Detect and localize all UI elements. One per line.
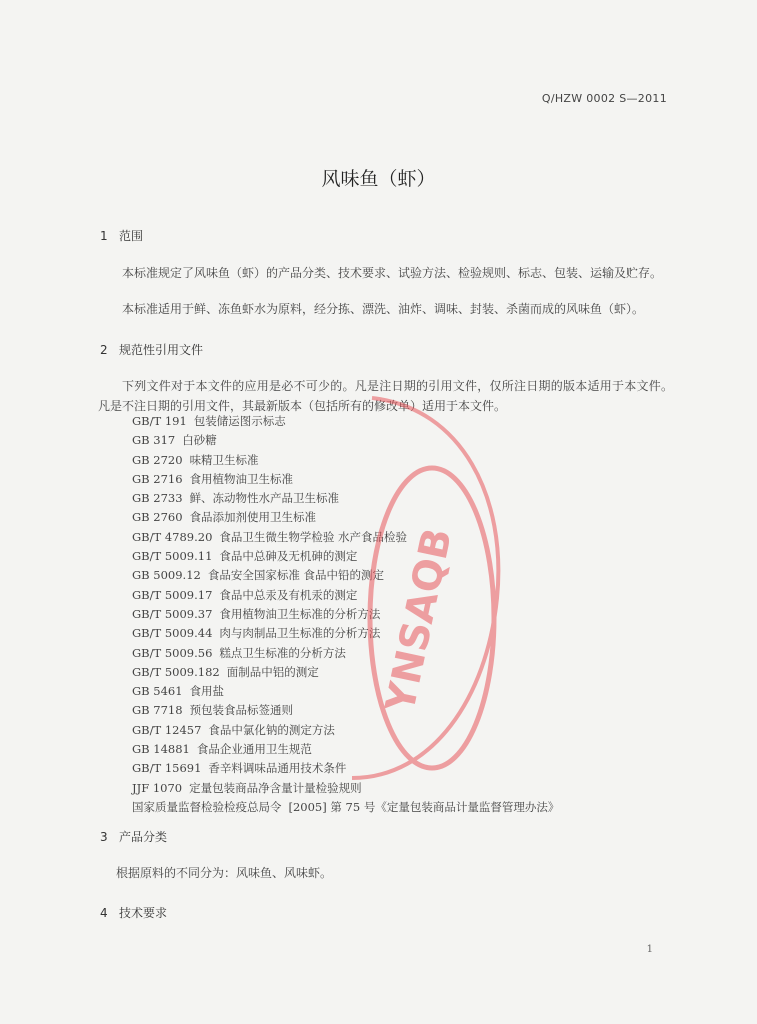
reference-code: GB 2716	[132, 471, 183, 486]
reference-item	[132, 644, 672, 663]
reference-code: GB 5461	[132, 684, 183, 699]
reference-code: JJF 1070	[132, 780, 183, 795]
reference-title: 食品添加剂使用卫生标准	[189, 510, 317, 525]
reference-title: 香辛料调味品通用技术条件	[208, 761, 347, 776]
reference-code: GB 2720	[132, 452, 183, 467]
reference-item	[132, 701, 672, 720]
reference-code: GB/T 5009.56	[132, 645, 213, 660]
reference-item	[132, 470, 672, 489]
reference-item	[132, 740, 672, 759]
reference-code: 国家质量监督检验检疫总局令	[132, 799, 282, 814]
reference-item	[132, 489, 672, 508]
normative-intro: 下列文件对于本文件的应用是必不可少的。凡是注日期的引用文件，仅所注日期的版本适用于本文件。凡是不注日期的引用文件，其最新版本（包括所有的修改单）适用于本文件。	[98, 379, 673, 413]
reference-code: GB/T 5009.11	[132, 549, 213, 564]
reference-title: [2005] 第 75 号《定量包装商品计量监督管理办法》	[288, 799, 560, 814]
reference-code: GB/T 4789.20	[132, 529, 213, 544]
reference-item	[132, 566, 672, 585]
reference-item	[132, 624, 672, 643]
classification-text: 根据原料的不同分为：风味鱼、风味虾。	[116, 866, 333, 880]
page-number: 1	[646, 944, 653, 955]
section-title: 规范性引用文件	[119, 343, 204, 357]
reference-title: 食品中氯化钠的测定方法	[208, 722, 335, 737]
section-1-heading	[100, 227, 143, 244]
reference-code: GB 7718	[132, 703, 183, 718]
reference-item	[132, 721, 672, 740]
document-title: 风味鱼（虾）	[321, 168, 436, 190]
reference-list	[132, 412, 672, 817]
reference-title: 白砂糖	[182, 433, 217, 448]
reference-title: 食品安全国家标准 食品中铅的测定	[207, 568, 385, 583]
reference-code: GB 2760	[132, 510, 183, 525]
reference-title: 食用盐	[189, 684, 225, 699]
reference-title: 鲜、冻动物性水产品卫生标准	[189, 491, 340, 506]
section-title: 产品分类	[119, 830, 168, 844]
reference-title: 食用植物油卫生标准	[189, 471, 294, 486]
reference-title: 预包装食品标签通则	[189, 703, 294, 718]
reference-item	[132, 547, 672, 566]
scope-paragraph-2: 本标准适用于鲜、冻鱼虾水为原料，经分拣、漂洗、油炸、调味、封装、杀菌而成的风味鱼（虾）。	[122, 302, 645, 316]
reference-item	[132, 508, 672, 527]
section-title: 技术要求	[119, 906, 168, 920]
reference-code: GB/T 12457	[132, 722, 202, 737]
reference-title: 食品中总汞及有机汞的测定	[219, 587, 358, 602]
reference-item	[132, 759, 672, 778]
reference-code: GB 5009.12	[132, 568, 201, 583]
reference-code: GB/T 15691	[132, 761, 202, 776]
reference-item	[132, 682, 672, 701]
reference-title: 面制品中铝的测定	[226, 664, 319, 679]
reference-code: GB/T 191	[132, 414, 187, 428]
reference-title: 包装储运图示标志	[193, 414, 286, 428]
reference-code: GB/T 5009.17	[132, 587, 213, 602]
seal-text: YNSAQB	[377, 524, 462, 717]
reference-code: GB 317	[132, 433, 176, 448]
reference-code: GB 14881	[132, 742, 190, 757]
reference-item	[132, 798, 672, 817]
reference-item	[132, 528, 672, 547]
reference-item	[132, 431, 672, 450]
reference-item	[132, 586, 672, 605]
reference-title: 肉与肉制品卫生标准的分析方法	[219, 626, 381, 641]
scope-paragraph-1: 本标准规定了风味鱼（虾）的产品分类、技术要求、试验方法、检验规则、标志、包装、运输及贮存。	[122, 266, 663, 280]
reference-title: 食品卫生微生物学检验 水产食品检验	[219, 529, 408, 544]
section-number: 3	[100, 830, 108, 844]
reference-code: GB/T 5009.37	[132, 606, 213, 621]
reference-item	[132, 779, 672, 798]
section-number: 2	[100, 343, 108, 357]
reference-title: 食用植物油卫生标准的分析方法	[219, 606, 381, 621]
reference-title: 味精卫生标准	[189, 452, 259, 467]
reference-code: GB/T 5009.44	[132, 626, 213, 641]
reference-code: GB/T 5009.182	[132, 664, 220, 679]
section-4-heading	[100, 904, 167, 921]
reference-item	[132, 605, 672, 624]
reference-title: 糕点卫生标准的分析方法	[219, 645, 346, 660]
reference-item	[132, 451, 672, 470]
reference-title: 食品中总砷及无机砷的测定	[219, 549, 358, 564]
reference-title: 定量包装商品净含量计量检验规则	[189, 780, 362, 795]
reference-item	[132, 412, 672, 431]
reference-code: GB 2733	[132, 491, 183, 506]
section-3-heading	[100, 828, 167, 845]
reference-title: 食品企业通用卫生规范	[196, 742, 312, 757]
reference-item	[132, 663, 672, 682]
section-number: 1	[100, 229, 108, 243]
section-title: 范围	[119, 229, 144, 243]
section-2-heading	[100, 341, 203, 358]
section-number: 4	[100, 906, 108, 920]
standard-code: Q/HZW 0002 S—2011	[541, 92, 667, 105]
